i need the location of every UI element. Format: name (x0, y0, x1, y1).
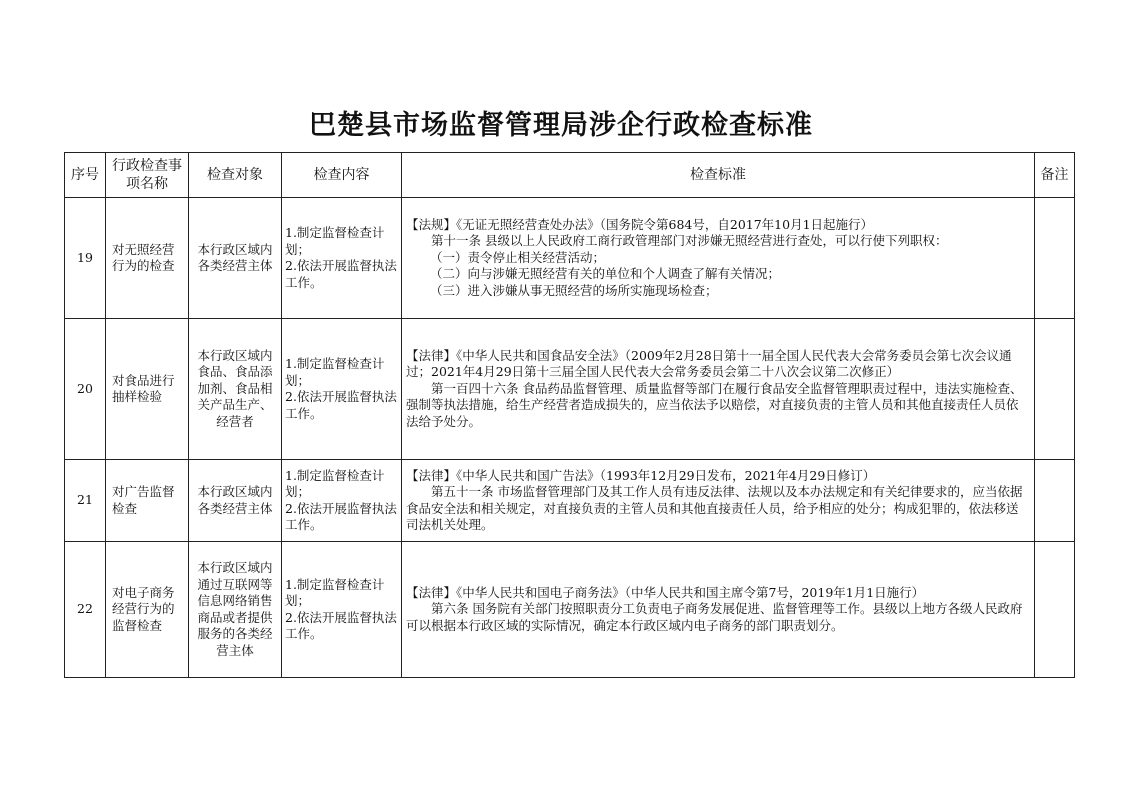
row-item: 对广告监督检查 (106, 460, 189, 542)
row-standard (402, 198, 1035, 319)
row-no: 20 (65, 319, 106, 460)
law-clause: （一）责令停止相关经营活动； (430, 249, 606, 265)
row-content-text: 1.制定监督检查计划； 2.依法开展监督执法工作。 (285, 576, 397, 641)
row-standard (402, 542, 1035, 678)
row-content (282, 319, 402, 460)
row-item: 对食品进行抽样检验 (106, 319, 189, 460)
table-row (65, 542, 1075, 678)
page-title: 巴楚县市场监督管理局涉企行政检查标准 (309, 110, 813, 141)
inspection-standards-table (64, 152, 1075, 678)
header-content: 检查内容 (282, 153, 402, 198)
header-object: 检查对象 (189, 153, 282, 198)
table-header-row (65, 153, 1075, 198)
row-object: 本行政区域内各类经营主体 (189, 460, 282, 542)
law-clause: （二）向与涉嫌无照经营有关的单位和个人调查了解有关情况； (430, 266, 781, 282)
table-row (65, 460, 1075, 542)
law-citation: 【法律】《中华人民共和国电子商务法》（中华人民共和国主席令第7号，2019年1月1日施行） (406, 584, 925, 600)
row-remark (1035, 198, 1075, 319)
row-no: 19 (65, 198, 106, 319)
row-remark (1035, 319, 1075, 460)
header-standard: 检查标准 (402, 153, 1035, 198)
row-content-text: 1.制定监督检查计划； 2.依法开展监督执法工作。 (285, 467, 397, 532)
law-article: 第六条 国务院有关部门按照职责分工负责电子商务发展促进、监督管理等工作。县级以上地方各级人民政府可以根据本行政区域的实际情况，确定本行政区域内电子商务的部门职责划分。 (406, 601, 1023, 633)
row-item: 对电子商务经营行为的监督检查 (106, 542, 189, 678)
row-standard (402, 319, 1035, 460)
row-standard (402, 460, 1035, 542)
header-no: 序号 (65, 153, 106, 198)
law-citation: 【法律】《中华人民共和国广告法》（1993年12月29日发布，2021年4月29日修订） (406, 467, 876, 483)
table-row (65, 198, 1075, 319)
law-article: 第五十一条 市场监督管理部门及其工作人员有违反法律、法规以及本办法规定和有关纪律要求的，应当依据食品安全法和相关规定，对直接负责的主管人员和其他直接责任人员，给予相应的处分；构成犯罪的，依法移送司法机关处理。 (406, 484, 1023, 532)
header-item: 行政检查事项名称 (106, 153, 189, 198)
law-citation: 【法规】《无证无照经营查处办法》（国务院令第684号，自2017年10月1日起施行） (406, 216, 874, 232)
law-article: 第一百四十六条 食品药品监督管理、质量监督等部门在履行食品安全监督管理职责过程中，违法实施检查、强制等执法措施，给生产经营者造成损失的，应当依法予以赔偿，对直接负责的主管人员和其他直接责任人员依法给予处分。 (406, 380, 1023, 429)
row-no: 22 (65, 542, 106, 678)
row-object: 本行政区域内各类经营主体 (189, 198, 282, 319)
row-remark (1035, 542, 1075, 678)
row-content (282, 542, 402, 678)
law-article: 第十一条 县级以上人民政府工商行政管理部门对涉嫌无照经营进行查处，可以行使下列职权： (431, 233, 948, 249)
row-no: 21 (65, 460, 106, 542)
row-object: 本行政区域内通过互联网等信息网络销售商品或者提供服务的各类经营主体 (189, 542, 282, 678)
table-row (65, 319, 1075, 460)
law-citation: 【法律】《中华人民共和国食品安全法》（2009年2月28日第十一届全国人民代表大会常务委员会第七次会议通过；2021年4月29日第十三届全国人民代表大会常务委员会第二十八次会议第二次修正） (406, 347, 1012, 380)
row-content-text: 1.制定监督检查计划； 2.依法开展监督执法工作。 (285, 356, 397, 421)
row-item: 对无照经营行为的检查 (106, 198, 189, 319)
row-content (282, 198, 402, 319)
law-clause: （三）进入涉嫌从事无照经营的场所实施现场检查； (430, 282, 718, 298)
row-object: 本行政区域内食品、食品添加剂、食品相关产品生产、经营者 (189, 319, 282, 460)
row-content (282, 460, 402, 542)
row-remark (1035, 460, 1075, 542)
row-content-text: 1.制定监督检查计划； 2.依法开展监督执法工作。 (285, 225, 397, 290)
header-remark: 备注 (1035, 153, 1075, 198)
